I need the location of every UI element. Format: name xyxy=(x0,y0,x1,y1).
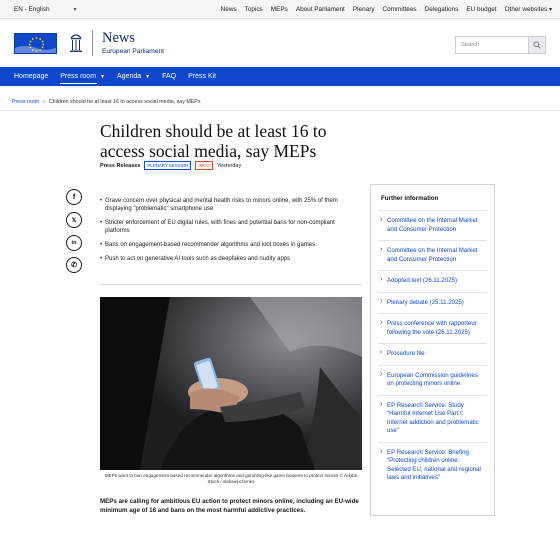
top-link-committees[interactable]: Committees xyxy=(382,5,417,13)
chevron-down-icon: ▼ xyxy=(100,73,105,80)
further-info-link[interactable]: › Committee on the Internal Market and Consumer Protection xyxy=(378,211,487,241)
breadcrumb-current: Children should be at least 16 to access social media, say MEPs xyxy=(48,99,201,105)
brand-block[interactable] xyxy=(102,31,164,55)
utility-bar xyxy=(0,0,560,19)
linkedin-share-button[interactable] xyxy=(66,235,82,251)
breadcrumb xyxy=(12,99,201,105)
panel-heading: Further information xyxy=(378,185,487,211)
site-header xyxy=(0,19,560,67)
further-info-link[interactable]: › European Commission guidelines on protecting minors online xyxy=(378,366,487,396)
further-info-link[interactable]: › EP Research Service: Study "Harmful Internet Use Part I: Internet addiction and problematic use" xyxy=(378,396,487,443)
top-link-topics[interactable]: Topics xyxy=(244,5,263,13)
chevron-down-icon: ▾ xyxy=(548,6,552,13)
x-share-button[interactable] xyxy=(66,212,82,228)
plenary-session-badge[interactable]: PLENARY SESSION xyxy=(144,161,191,170)
further-info-link[interactable]: › Plenary debate (25.11.2025) xyxy=(378,293,487,315)
top-link-news[interactable]: News xyxy=(220,5,237,13)
language-selector[interactable] xyxy=(14,6,77,13)
key-point: • Bans on engagement-based recommender algorithms and loot boxes in games xyxy=(100,241,360,249)
site-subtitle: European Parliament xyxy=(102,48,164,55)
article-type: Press Releases xyxy=(100,162,141,169)
search-button[interactable] xyxy=(528,37,545,53)
photo-caption: MEPs want to ban engagement-based recommender algorithms and gambling-like game features to protect minors © Adobe Stock / oleksiepchenko xyxy=(104,473,358,484)
breadcrumb-press-room[interactable]: Press room xyxy=(12,99,40,105)
further-info-link[interactable]: › Procedure file xyxy=(378,344,487,366)
further-info-link[interactable]: › Adopted text (26.11.2025) xyxy=(378,271,487,293)
top-link-eu-budget[interactable]: EU budget xyxy=(466,5,497,13)
nav-label: Press room xyxy=(60,73,97,80)
top-link-meps[interactable]: MEPs xyxy=(270,5,288,13)
other-websites-label: Other websites xyxy=(504,5,548,13)
x-icon: 𝕏 xyxy=(71,217,77,224)
article-photo[interactable] xyxy=(100,297,362,470)
breadcrumb-separator: › xyxy=(43,99,45,105)
main-nav xyxy=(0,67,560,86)
key-point: • Grave concern over physical and mental health risks to minors online, with 25% of them displaying "problematic" smartphone use xyxy=(100,197,360,213)
top-link-about[interactable]: About Parliament xyxy=(295,5,345,13)
search-input[interactable]: Search xyxy=(461,42,480,48)
search-icon xyxy=(533,41,541,49)
eu-flag-logo[interactable] xyxy=(14,33,57,54)
article-title: Children should be at least 16 to access social media, say MEPs xyxy=(100,121,327,161)
top-link-delegations[interactable]: Delegations xyxy=(424,5,459,13)
search-box xyxy=(455,36,546,54)
parliament-building-icon xyxy=(69,32,83,54)
key-point: • Push to act on generative AI tools such as deepfakes and nudity apps xyxy=(100,255,360,263)
article-lead: MEPs are calling for ambitious EU action to protect minors online, including an EU-wide minimum age of 16 and bans on the most harmful addictive practices. xyxy=(100,498,359,514)
nav-label: Agenda xyxy=(117,73,142,80)
language-label: EN - English xyxy=(14,5,50,13)
nav-label: FAQ xyxy=(162,73,177,80)
nav-item-homepage[interactable] xyxy=(8,67,54,86)
nav-label: Homepage xyxy=(14,73,49,80)
top-links xyxy=(221,6,552,13)
divider xyxy=(0,110,560,111)
divider xyxy=(100,284,362,285)
key-point: • Stricter enforcement of EU digital rules, with fines and potential bans for non-compliant platforms xyxy=(100,219,360,235)
further-info-link[interactable]: › EP Research Service: Briefing "Protecting children online: Selected EU, national and regional laws and initiatives" xyxy=(378,443,487,489)
nav-item-faq[interactable] xyxy=(156,67,182,86)
whatsapp-share-button[interactable] xyxy=(66,257,82,273)
facebook-icon: f xyxy=(72,193,76,201)
key-points-list xyxy=(100,197,360,269)
logo-separator xyxy=(92,30,93,56)
further-information-panel xyxy=(370,184,495,516)
facebook-share-button[interactable] xyxy=(66,189,82,205)
nav-label: Press Kit xyxy=(188,73,217,80)
further-info-link[interactable]: › Press conference with rapporteur following the vote (26.11.2025) xyxy=(378,314,487,344)
nav-item-press-kit[interactable] xyxy=(182,67,222,86)
linkedin-icon: in xyxy=(71,240,77,246)
article-meta xyxy=(100,161,241,170)
top-link-plenary[interactable]: Plenary xyxy=(352,5,375,13)
nav-item-agenda[interactable] xyxy=(111,67,156,86)
article-date: Yesterday xyxy=(216,162,242,169)
imco-badge[interactable]: IMCO xyxy=(195,161,212,170)
nav-item-press-room[interactable] xyxy=(54,67,111,86)
chevron-down-icon: ▾ xyxy=(73,6,77,13)
site-title: News xyxy=(102,30,136,46)
photo-child-with-smartphone xyxy=(100,297,362,470)
whatsapp-icon: ✆ xyxy=(71,262,77,269)
top-link-other-websites[interactable] xyxy=(505,6,552,13)
further-info-link[interactable]: › Committee on the Internal Market and Consumer Protection xyxy=(378,241,487,271)
chevron-down-icon: ▼ xyxy=(145,73,151,80)
